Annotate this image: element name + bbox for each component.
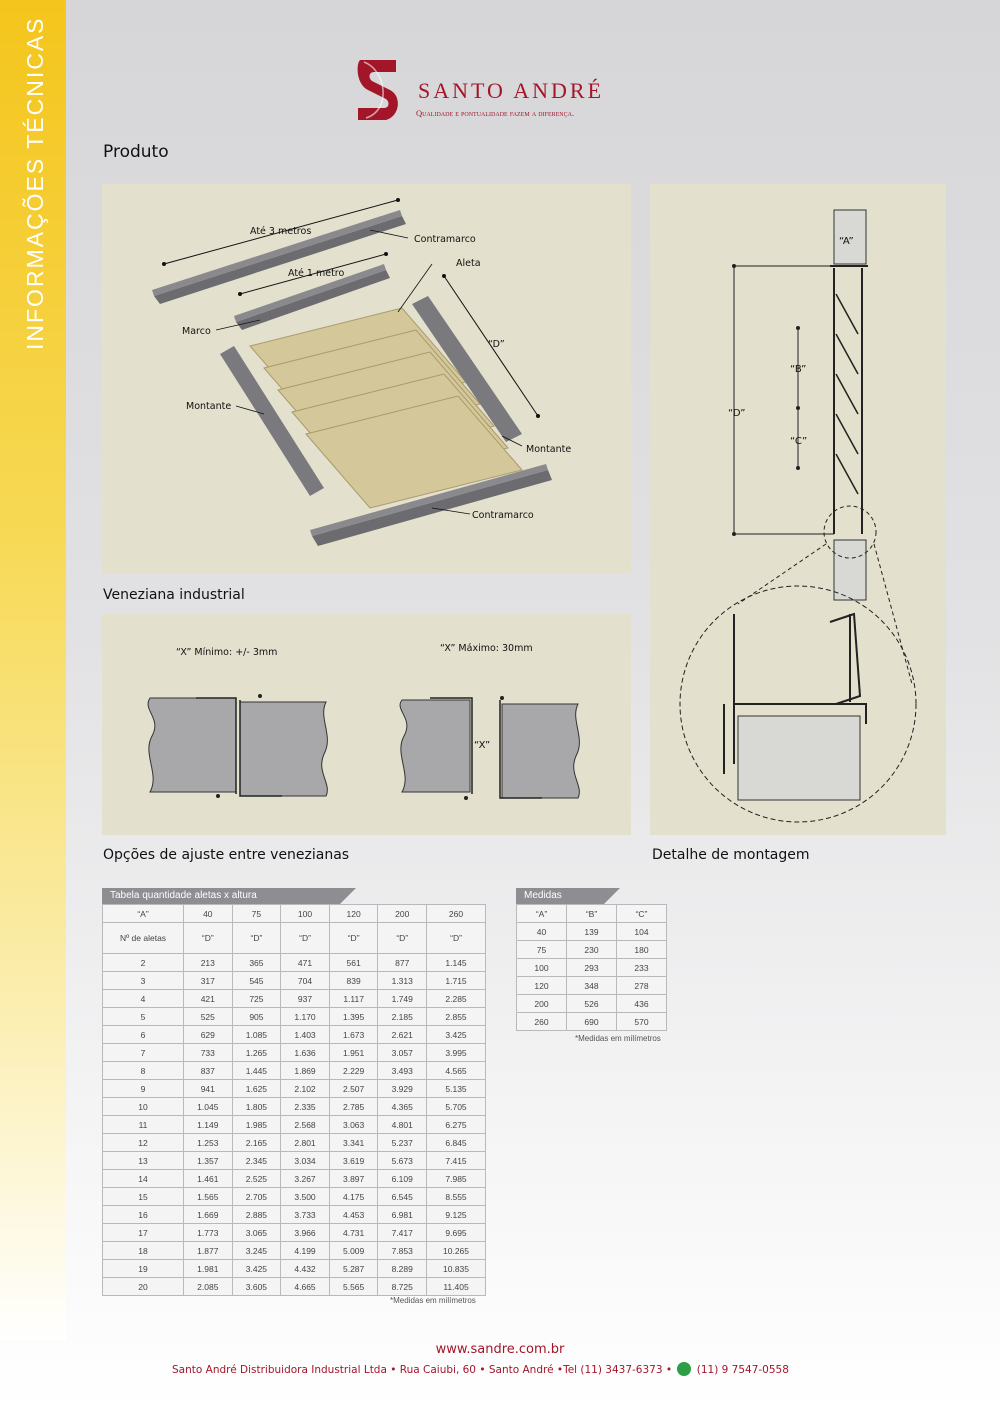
table-cell: 4.665: [281, 1278, 330, 1296]
label-c: “C”: [790, 436, 808, 447]
label-aleta: Aleta: [456, 258, 481, 269]
table-cell: 561: [329, 954, 378, 972]
table-cell: 139: [567, 923, 617, 941]
table-medidas-body: [517, 923, 667, 1031]
table-cell: 1.951: [329, 1044, 378, 1062]
santo-andre-s-logo-icon: [356, 60, 406, 120]
table-cell: 1.673: [329, 1026, 378, 1044]
brand-tagline: Qualidade e pontualidade fazem a diferença.: [416, 108, 575, 118]
table-cell: 725: [232, 990, 281, 1008]
mount-detail-diagram: [650, 184, 946, 835]
table-cell: 6: [103, 1026, 184, 1044]
header-n-aletas: Nº de aletas: [103, 923, 184, 954]
table-main: [102, 904, 486, 1296]
table-cell: 6.109: [378, 1170, 427, 1188]
table-row: [103, 1026, 486, 1044]
table-row: [103, 1188, 486, 1206]
table-cell: 2.621: [378, 1026, 427, 1044]
table-cell: 9: [103, 1080, 184, 1098]
table-cell: 317: [184, 972, 233, 990]
table-cell: 525: [184, 1008, 233, 1026]
d-label: “D”: [184, 923, 233, 954]
medidas-header: “B”: [567, 905, 617, 923]
table-cell: 3.619: [329, 1152, 378, 1170]
table-cell: 1.357: [184, 1152, 233, 1170]
table-cell: 15: [103, 1188, 184, 1206]
table-row: [103, 1044, 486, 1062]
table-cell: 877: [378, 954, 427, 972]
table-row: [517, 941, 667, 959]
label-ate-1-metro: Até 1 metro: [288, 268, 345, 279]
table-cell: 3.267: [281, 1170, 330, 1188]
table-cell: 1.445: [232, 1062, 281, 1080]
table-cell: 7: [103, 1044, 184, 1062]
table-cell: 2.855: [427, 1008, 486, 1026]
table-cell: 5.009: [329, 1242, 378, 1260]
table-main-body: [103, 954, 486, 1296]
table-cell: 1.877: [184, 1242, 233, 1260]
table-row: [103, 954, 486, 972]
table-cell: 5.673: [378, 1152, 427, 1170]
table-cell: 40: [517, 923, 567, 941]
table-cell: 6.275: [427, 1116, 486, 1134]
table-cell: 629: [184, 1026, 233, 1044]
table-cell: 3.966: [281, 1224, 330, 1242]
table-cell: 6.545: [378, 1188, 427, 1206]
table-row: [103, 1206, 486, 1224]
table-cell: 471: [281, 954, 330, 972]
table-cell: 10: [103, 1098, 184, 1116]
table-cell: 1.625: [232, 1080, 281, 1098]
label-contramarco-bottom: Contramarco: [472, 510, 534, 521]
section-title-opcoes: Opções de ajuste entre venezianas: [103, 847, 350, 863]
table-cell: 260: [517, 1013, 567, 1031]
table-cell: 8.555: [427, 1188, 486, 1206]
table-row: [103, 972, 486, 990]
table-cell: 180: [617, 941, 667, 959]
table-cell: 7.853: [378, 1242, 427, 1260]
d-label: “D”: [427, 923, 486, 954]
a-value: 75: [232, 905, 281, 923]
table-cell: 5.705: [427, 1098, 486, 1116]
d-label: “D”: [378, 923, 427, 954]
table-cell: 2.335: [281, 1098, 330, 1116]
table-cell: 348: [567, 977, 617, 995]
table-cell: 20: [103, 1278, 184, 1296]
table-cell: 436: [617, 995, 667, 1013]
table-cell: 8: [103, 1062, 184, 1080]
table-row: [103, 1098, 486, 1116]
sidebar-label: INFORMAÇÕES TÉCNICAS: [22, 16, 48, 350]
header-a: “A”: [103, 905, 184, 923]
table-row: [103, 1080, 486, 1098]
table-row: [103, 1278, 486, 1296]
table-cell: 2.525: [232, 1170, 281, 1188]
table-medidas-title: Medidas: [516, 888, 604, 904]
table-cell: 2.885: [232, 1206, 281, 1224]
table-cell: 1.461: [184, 1170, 233, 1188]
table-cell: 10.835: [427, 1260, 486, 1278]
table-cell: 14: [103, 1170, 184, 1188]
d-label: “D”: [232, 923, 281, 954]
table-row: [103, 1116, 486, 1134]
footer-address: [172, 1362, 789, 1376]
a-value: 120: [329, 905, 378, 923]
table-cell: 213: [184, 954, 233, 972]
table-cell: 4.432: [281, 1260, 330, 1278]
table-cell: 1.117: [329, 990, 378, 1008]
table-row: [103, 1152, 486, 1170]
table-cell: 2.507: [329, 1080, 378, 1098]
table-cell: 19: [103, 1260, 184, 1278]
label-d: “D”: [488, 339, 505, 350]
table-cell: 3.065: [232, 1224, 281, 1242]
label-x-gap: “X”: [474, 740, 491, 751]
table-cell: 200: [517, 995, 567, 1013]
a-value: 260: [427, 905, 486, 923]
table-cell: 230: [567, 941, 617, 959]
table-medidas-header: [517, 905, 667, 923]
table-row: [103, 1134, 486, 1152]
label-a: “A”: [839, 236, 854, 247]
table-cell: 1.669: [184, 1206, 233, 1224]
table-row: [517, 995, 667, 1013]
brand-logo: [356, 60, 616, 122]
table-cell: 5.237: [378, 1134, 427, 1152]
table-cell: 839: [329, 972, 378, 990]
medidas-header: “A”: [517, 905, 567, 923]
table-cell: 293: [567, 959, 617, 977]
table-cell: 1.313: [378, 972, 427, 990]
table-cell: 7.417: [378, 1224, 427, 1242]
label-ate-3-metros: Até 3 metros: [250, 226, 312, 237]
table-cell: 1.981: [184, 1260, 233, 1278]
table-cell: 1.985: [232, 1116, 281, 1134]
table-cell: 4.731: [329, 1224, 378, 1242]
table-cell: 5.287: [329, 1260, 378, 1278]
table-cell: 3.995: [427, 1044, 486, 1062]
table-cell: 733: [184, 1044, 233, 1062]
table-cell: 17: [103, 1224, 184, 1242]
table-cell: 75: [517, 941, 567, 959]
label-x-maximo: “X” Máximo: 30mm: [440, 643, 533, 654]
label-x-minimo: “X” Mínimo: +/- 3mm: [176, 647, 278, 658]
table-cell: 3.034: [281, 1152, 330, 1170]
table-cell: 2.345: [232, 1152, 281, 1170]
table-medidas-note: *Medidas em milímetros: [575, 1034, 661, 1043]
table-cell: 545: [232, 972, 281, 990]
table-cell: 1.395: [329, 1008, 378, 1026]
table-row: [103, 1008, 486, 1026]
table-row: [517, 977, 667, 995]
a-value: 200: [378, 905, 427, 923]
table-row: [103, 1170, 486, 1188]
table-cell: 233: [617, 959, 667, 977]
table-cell: 5: [103, 1008, 184, 1026]
section-title-detalhe: Detalhe de montagem: [652, 847, 810, 863]
table-cell: 16: [103, 1206, 184, 1224]
table-cell: 2.185: [378, 1008, 427, 1026]
table-main-header-d: [103, 923, 486, 954]
table-cell: 690: [567, 1013, 617, 1031]
table-cell: 4.365: [378, 1098, 427, 1116]
table-cell: 278: [617, 977, 667, 995]
table-cell: 120: [517, 977, 567, 995]
table-row: [517, 923, 667, 941]
a-value: 40: [184, 905, 233, 923]
table-cell: 4.801: [378, 1116, 427, 1134]
table-cell: 1.085: [232, 1026, 281, 1044]
footer-website-link[interactable]: www.sandre.com.br: [435, 1342, 565, 1357]
table-cell: 104: [617, 923, 667, 941]
table-cell: 4.199: [281, 1242, 330, 1260]
table-cell: 937: [281, 990, 330, 1008]
label-montante-right: Montante: [526, 444, 572, 455]
label-montante-left: Montante: [186, 401, 232, 412]
table-cell: 9.125: [427, 1206, 486, 1224]
table-cell: 6.981: [378, 1206, 427, 1224]
table-cell: 1.403: [281, 1026, 330, 1044]
table-cell: 3.245: [232, 1242, 281, 1260]
brand-name: SANTO ANDRÉ: [418, 78, 605, 103]
table-cell: 2: [103, 954, 184, 972]
table-cell: 1.253: [184, 1134, 233, 1152]
table-cell: 941: [184, 1080, 233, 1098]
product-diagram-panel: [102, 184, 631, 574]
table-cell: 365: [232, 954, 281, 972]
label-marco: Marco: [182, 326, 211, 337]
table-cell: 1.265: [232, 1044, 281, 1062]
medidas-header: “C”: [617, 905, 667, 923]
section-title-produto: Produto: [103, 142, 169, 162]
mount-diagram-panel: [650, 184, 946, 835]
table-cell: 6.845: [427, 1134, 486, 1152]
table-cell: 1.805: [232, 1098, 281, 1116]
table-cell: 2.229: [329, 1062, 378, 1080]
a-value: 100: [281, 905, 330, 923]
table-cell: 2.785: [329, 1098, 378, 1116]
table-row: [103, 1224, 486, 1242]
table-cell: 837: [184, 1062, 233, 1080]
footer-address-text: Santo André Distribuidora Industrial Ltda • Rua Caiubi, 60 • Santo André •Tel (11) 3437-6373 •: [172, 1364, 673, 1376]
table-cell: 1.869: [281, 1062, 330, 1080]
table-cell: 1.749: [378, 990, 427, 1008]
adjust-options-diagram: [102, 614, 631, 835]
table-cell: 3.425: [427, 1026, 486, 1044]
table-cell: 1.149: [184, 1116, 233, 1134]
d-label: “D”: [329, 923, 378, 954]
table-cell: 3.929: [378, 1080, 427, 1098]
table-cell: 11.405: [427, 1278, 486, 1296]
table-cell: 3.500: [281, 1188, 330, 1206]
product-exploded-diagram: [102, 184, 631, 574]
table-cell: 10.265: [427, 1242, 486, 1260]
table-cell: 5.565: [329, 1278, 378, 1296]
table-cell: 8.725: [378, 1278, 427, 1296]
table-cell: 4.453: [329, 1206, 378, 1224]
label-d-mount: “D”: [728, 408, 746, 419]
table-cell: 13: [103, 1152, 184, 1170]
table-cell: 3.425: [232, 1260, 281, 1278]
table-cell: 8.289: [378, 1260, 427, 1278]
table-row: [517, 1013, 667, 1031]
section-title-veneziana: Veneziana industrial: [103, 587, 245, 603]
table-cell: 3.605: [232, 1278, 281, 1296]
table-cell: 7.415: [427, 1152, 486, 1170]
table-cell: 570: [617, 1013, 667, 1031]
table-cell: 9.695: [427, 1224, 486, 1242]
d-label: “D”: [281, 923, 330, 954]
table-cell: 2.705: [232, 1188, 281, 1206]
table-cell: 1.045: [184, 1098, 233, 1116]
table-cell: 1.773: [184, 1224, 233, 1242]
sidebar: [0, 0, 66, 1340]
table-cell: 2.165: [232, 1134, 281, 1152]
table-cell: 704: [281, 972, 330, 990]
table-cell: 2.285: [427, 990, 486, 1008]
table-row: [103, 1062, 486, 1080]
table-cell: 100: [517, 959, 567, 977]
table-cell: 905: [232, 1008, 281, 1026]
table-cell: 1.145: [427, 954, 486, 972]
table-cell: 1.170: [281, 1008, 330, 1026]
table-cell: 3.733: [281, 1206, 330, 1224]
table-cell: 4.565: [427, 1062, 486, 1080]
table-cell: 1.636: [281, 1044, 330, 1062]
table-cell: 7.985: [427, 1170, 486, 1188]
table-main-title: Tabela quantidade aletas x altura: [102, 888, 340, 904]
table-cell: 421: [184, 990, 233, 1008]
table-main-note: *Medidas em milímetros: [390, 1296, 476, 1305]
table-cell: 12: [103, 1134, 184, 1152]
label-contramarco-top: Contramarco: [414, 234, 476, 245]
table-cell: 2.801: [281, 1134, 330, 1152]
table-row: [103, 990, 486, 1008]
footer-whatsapp-number[interactable]: (11) 9 7547-0558: [696, 1364, 789, 1376]
table-medidas: [516, 904, 667, 1031]
table-cell: 2.085: [184, 1278, 233, 1296]
table-cell: 4: [103, 990, 184, 1008]
table-cell: 3: [103, 972, 184, 990]
table-cell: 3.063: [329, 1116, 378, 1134]
table-cell: 3.057: [378, 1044, 427, 1062]
table-cell: 4.175: [329, 1188, 378, 1206]
adjust-diagram-panel: [102, 614, 631, 835]
table-cell: 2.568: [281, 1116, 330, 1134]
table-row: [517, 959, 667, 977]
label-b: “B”: [790, 364, 807, 375]
whatsapp-icon: [677, 1362, 691, 1376]
table-row: [103, 1260, 486, 1278]
table-cell: 5.135: [427, 1080, 486, 1098]
table-cell: 11: [103, 1116, 184, 1134]
table-cell: 3.897: [329, 1170, 378, 1188]
table-cell: 526: [567, 995, 617, 1013]
table-cell: 2.102: [281, 1080, 330, 1098]
table-row: [103, 1242, 486, 1260]
table-cell: 1.565: [184, 1188, 233, 1206]
table-main-header-a: [103, 905, 486, 923]
table-cell: 3.341: [329, 1134, 378, 1152]
table-cell: 3.493: [378, 1062, 427, 1080]
table-cell: 18: [103, 1242, 184, 1260]
table-cell: 1.715: [427, 972, 486, 990]
